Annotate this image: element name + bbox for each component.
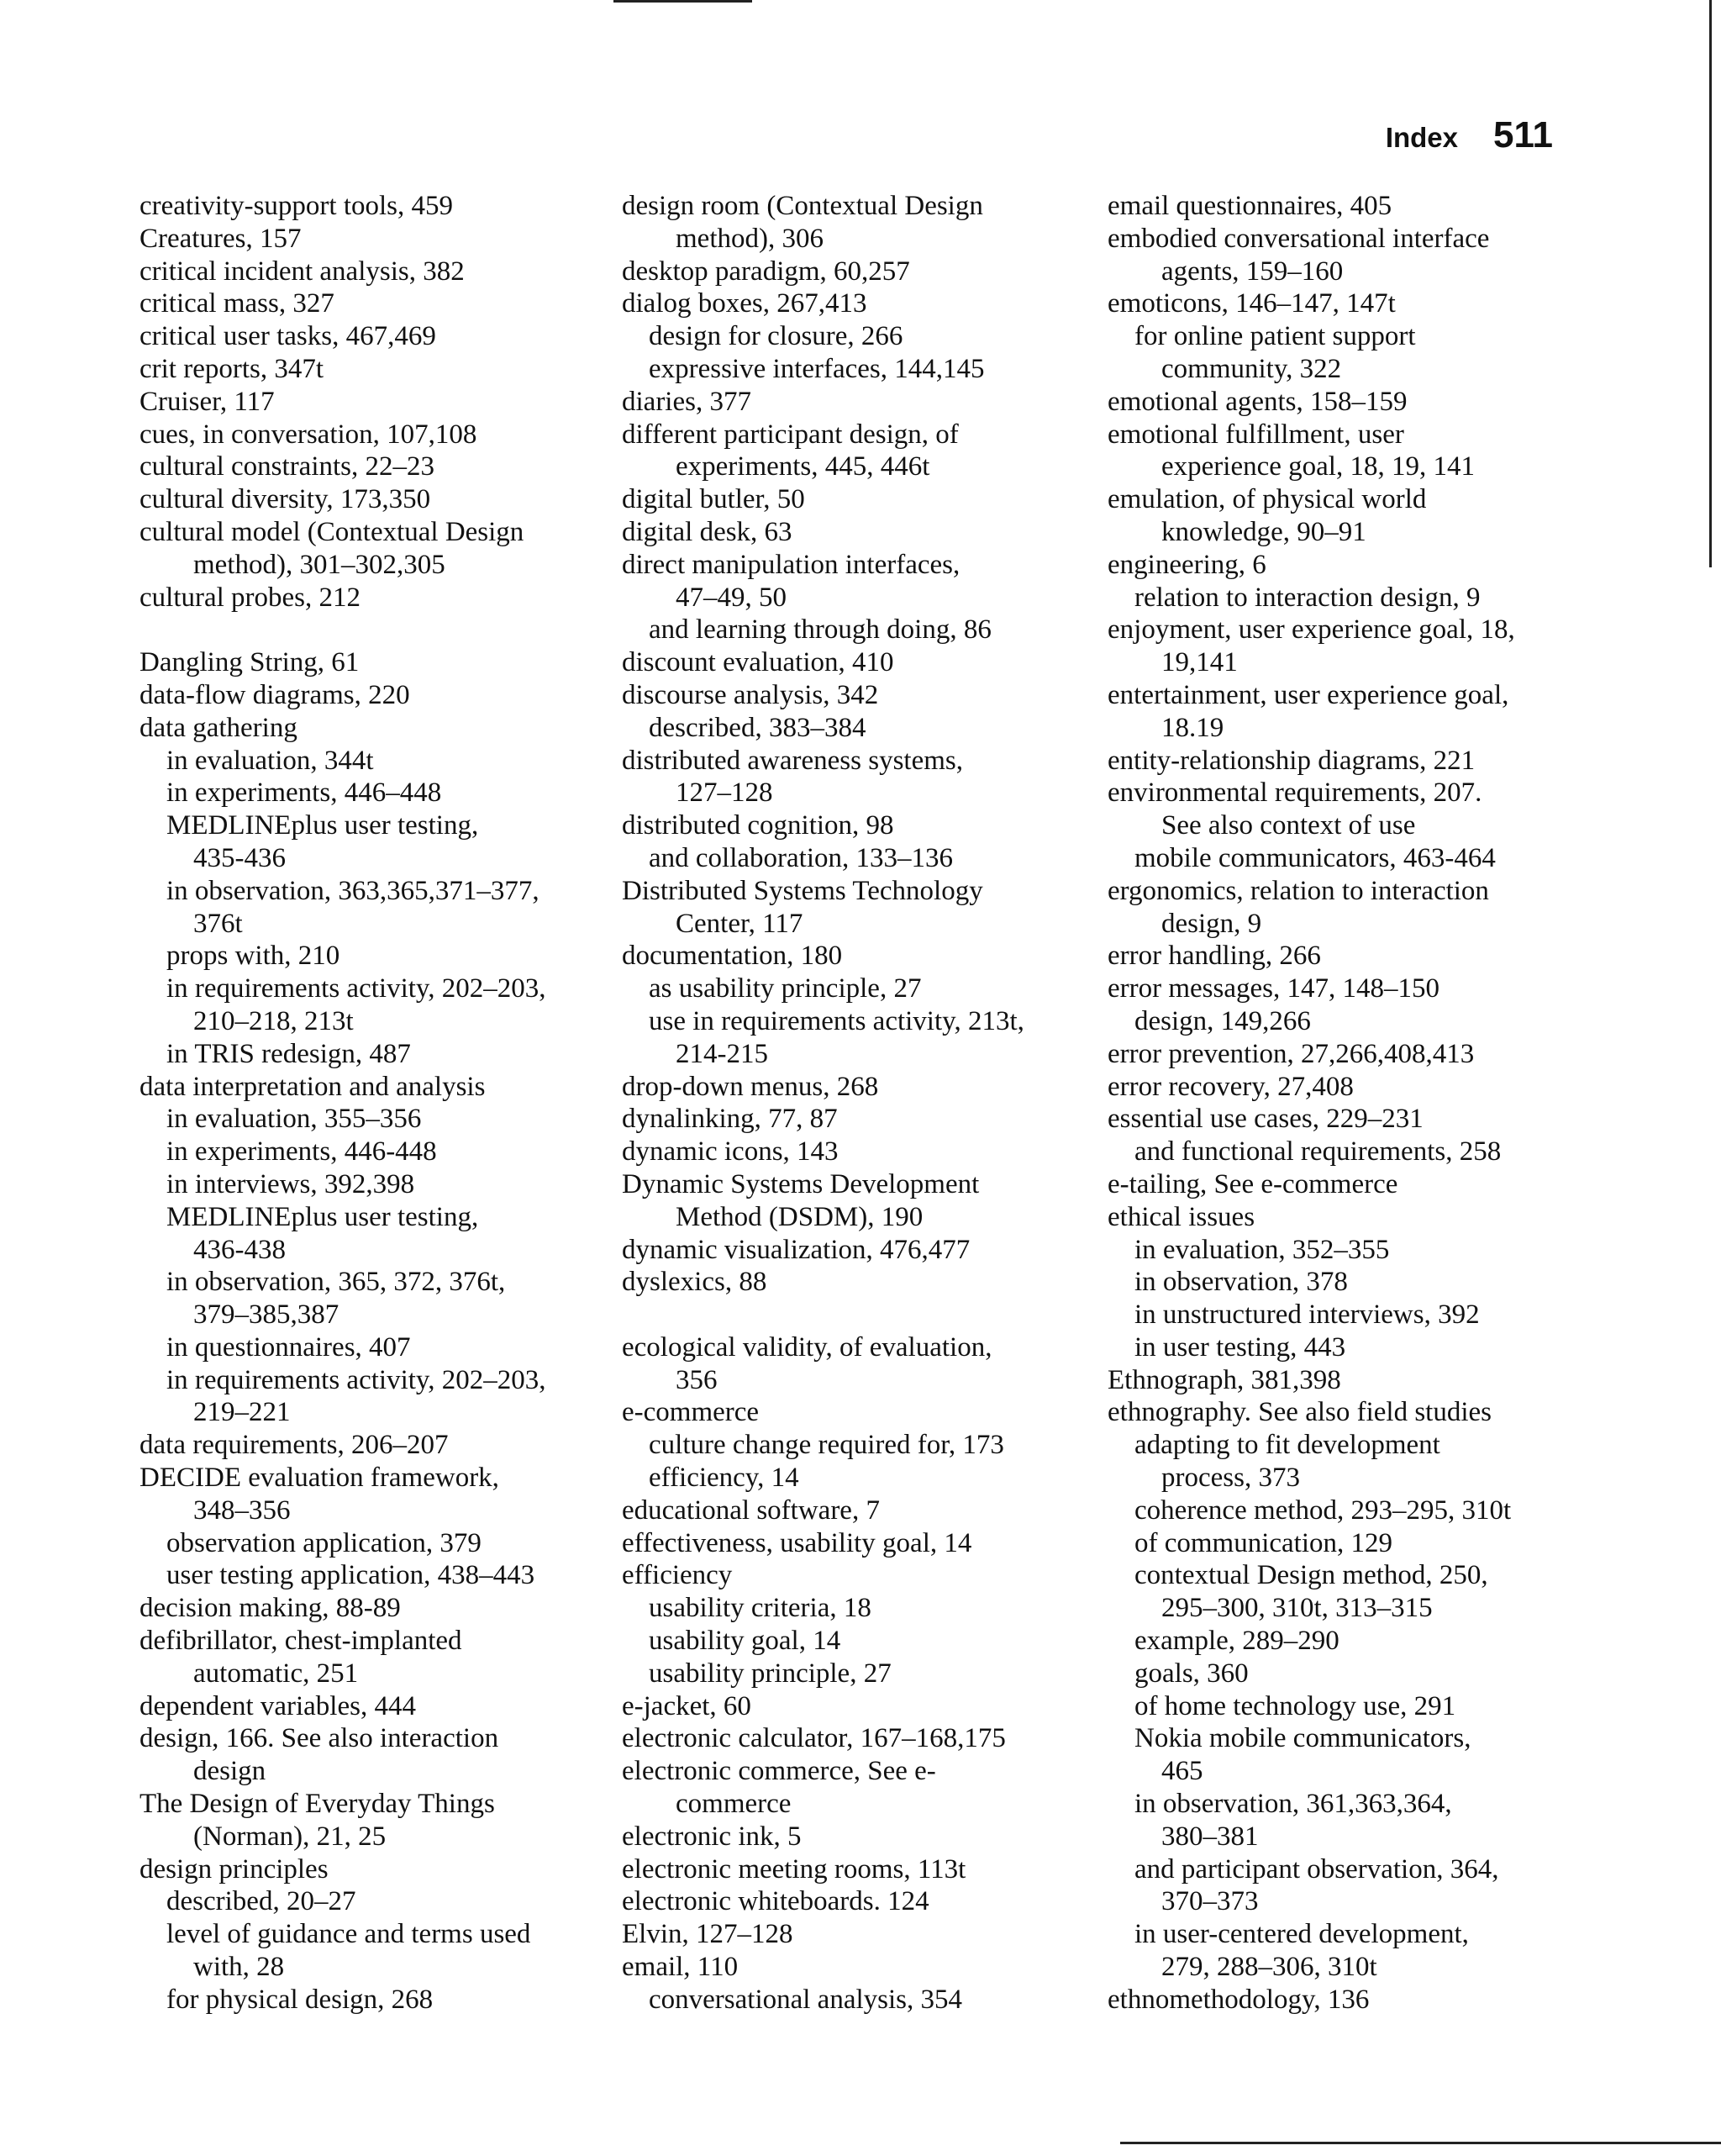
index-subentry: See also context of use xyxy=(1161,810,1416,841)
index-entry: electronic whiteboards. 124 xyxy=(622,1886,929,1917)
index-entry: educational software, 7 xyxy=(622,1494,880,1526)
index-entry: e-tailing, See e-commerce xyxy=(1108,1168,1398,1199)
index-subentry: efficiency, 14 xyxy=(649,1463,799,1494)
index-entry: emoticons, 146–147, 147t xyxy=(1108,288,1396,319)
index-subentry: in requirements activity, 202–203, xyxy=(166,1364,546,1395)
index-entry: diaries, 377 xyxy=(622,386,751,417)
index-entry: DECIDE evaluation framework, xyxy=(139,1463,499,1494)
index-subentry: level of guidance and terms used xyxy=(166,1919,531,1950)
bottom-rule xyxy=(1120,2142,1721,2144)
index-entry: dynamic visualization, 476,477 xyxy=(622,1234,971,1265)
index-entry: Dangling String, 61 xyxy=(139,647,360,678)
index-subentry: and participant observation, 364, xyxy=(1134,1853,1499,1885)
index-subentry: in evaluation, 355–356 xyxy=(166,1104,422,1135)
index-subentry: design, 9 xyxy=(1161,908,1262,939)
index-entry: ethnography. See also field studies xyxy=(1108,1397,1492,1428)
index-entry: email, 110 xyxy=(622,1952,739,1983)
index-subentry: and functional requirements, 258 xyxy=(1134,1136,1502,1168)
index-subentry: for physical design, 268 xyxy=(166,1984,434,2015)
index-subentry: in user testing, 443 xyxy=(1134,1331,1346,1363)
index-entry: data interpretation and analysis xyxy=(139,1071,486,1102)
index-subentry: design, 149,266 xyxy=(1134,1005,1311,1036)
index-entry: e-commerce xyxy=(622,1397,760,1428)
index-subentry: commerce xyxy=(676,1789,792,1820)
index-subentry: usability principle, 27 xyxy=(649,1658,892,1689)
index-entry: ethnomethodology, 136 xyxy=(1108,1984,1370,2015)
index-subentry: 47–49, 50 xyxy=(676,582,787,613)
index-subentry: 435-436 xyxy=(193,842,286,873)
right-margin-rule xyxy=(1709,0,1712,567)
index-subentry: in user-centered development, xyxy=(1134,1919,1469,1950)
index-entry: creativity-support tools, 459 xyxy=(139,191,454,221)
index-subentry: contextual Design method, 250, xyxy=(1134,1560,1488,1591)
index-subentry: experiments, 445, 446t xyxy=(676,451,930,482)
index-subentry: mobile communicators, 463-464 xyxy=(1134,842,1496,873)
index-subentry: example, 289–290 xyxy=(1134,1626,1339,1657)
index-subentry: in unstructured interviews, 392 xyxy=(1134,1299,1480,1331)
index-subentry: in evaluation, 344t xyxy=(166,745,374,776)
index-subentry: method), 301–302,305 xyxy=(193,549,445,580)
index-entry: enjoyment, user experience goal, 18, xyxy=(1108,614,1515,646)
index-subentry: props with, 210 xyxy=(166,941,340,972)
index-entry: electronic meeting rooms, 113t xyxy=(622,1853,966,1885)
index-subentry: of communication, 129 xyxy=(1134,1527,1393,1558)
index-entry: cues, in conversation, 107,108 xyxy=(139,419,477,450)
index-entry: error recovery, 27,408 xyxy=(1108,1071,1354,1102)
index-entry: distributed cognition, 98 xyxy=(622,810,894,841)
index-subentry: design for closure, 266 xyxy=(649,321,903,352)
index-entry: decision making, 88-89 xyxy=(139,1593,401,1624)
index-subentry: experience goal, 18, 19, 141 xyxy=(1161,451,1475,482)
index-entry: efficiency xyxy=(622,1560,733,1591)
index-subentry: 279, 288–306, 310t xyxy=(1161,1952,1377,1983)
index-entry: e-jacket, 60 xyxy=(622,1690,751,1721)
index-entry: Creatures, 157 xyxy=(139,223,302,254)
index-entry: Dynamic Systems Development xyxy=(622,1168,980,1199)
index-subentry: 19,141 xyxy=(1161,647,1238,678)
index-subentry: Center, 117 xyxy=(676,908,803,939)
index-subentry: MEDLINEplus user testing, xyxy=(166,810,479,841)
index-subentry: MEDLINEplus user testing, xyxy=(166,1201,479,1232)
index-entry: design room (Contextual Design xyxy=(622,191,983,221)
index-subentry: in observation, 361,363,364, xyxy=(1134,1789,1452,1820)
index-entry: dialog boxes, 267,413 xyxy=(622,288,867,319)
index-subentry: 356 xyxy=(676,1364,718,1395)
index-entry: Distributed Systems Technology xyxy=(622,875,983,906)
index-subentry: 376t xyxy=(193,908,243,939)
index-column-1 xyxy=(139,190,618,2016)
index-entry: electronic commerce, See e- xyxy=(622,1756,936,1787)
index-subentry: relation to interaction design, 9 xyxy=(1134,582,1481,613)
index-subentry: in experiments, 446-448 xyxy=(166,1136,437,1168)
index-entry: environmental requirements, 207. xyxy=(1108,778,1482,809)
index-entry: ergonomics, relation to interaction xyxy=(1108,875,1489,906)
index-entry: design principles xyxy=(139,1853,329,1885)
index-entry: emotional fulfillment, user xyxy=(1108,419,1404,450)
index-entry: ecological validity, of evaluation, xyxy=(622,1331,992,1363)
index-subentry: with, 28 xyxy=(193,1952,285,1983)
index-entry: data requirements, 206–207 xyxy=(139,1430,449,1461)
index-entry: dynamic icons, 143 xyxy=(622,1136,839,1168)
index-entry: The Design of Everyday Things xyxy=(139,1789,495,1820)
index-subentry: conversational analysis, 354 xyxy=(649,1984,962,2015)
index-entry: different participant design, of xyxy=(622,419,959,450)
index-entry: digital desk, 63 xyxy=(622,516,792,547)
header-label: Index xyxy=(1385,122,1459,153)
index-subentry: coherence method, 293–295, 310t xyxy=(1134,1494,1512,1526)
index-subentry: 214-215 xyxy=(676,1038,768,1069)
index-entry: cultural diversity, 173,350 xyxy=(139,484,431,515)
top-rule xyxy=(613,0,752,3)
index-entry: data gathering xyxy=(139,712,297,743)
index-subentry: of home technology use, 291 xyxy=(1134,1690,1456,1721)
index-subentry: and collaboration, 133–136 xyxy=(649,842,954,873)
index-subentry: in questionnaires, 407 xyxy=(166,1331,411,1363)
index-entry: error handling, 266 xyxy=(1108,941,1321,972)
index-subentry: 295–300, 310t, 313–315 xyxy=(1161,1593,1433,1624)
index-subentry: in observation, 363,365,371–377, xyxy=(166,875,539,906)
index-subentry: in observation, 378 xyxy=(1134,1267,1348,1298)
index-subentry: Method (DSDM), 190 xyxy=(676,1201,924,1232)
index-entry: Ethnograph, 381,398 xyxy=(1108,1364,1341,1395)
index-subentry: community, 322 xyxy=(1161,353,1342,384)
index-entry: discount evaluation, 410 xyxy=(622,647,894,678)
index-entry: design, 166. See also interaction xyxy=(139,1723,499,1754)
index-subentry: process, 373 xyxy=(1161,1463,1300,1494)
index-entry: electronic ink, 5 xyxy=(622,1821,802,1852)
index-subentry: in TRIS redesign, 487 xyxy=(166,1038,411,1069)
index-subentry: user testing application, 438–443 xyxy=(166,1560,535,1591)
index-entry: distributed awareness systems, xyxy=(622,745,964,776)
index-entry: direct manipulation interfaces, xyxy=(622,549,960,580)
index-entry: emulation, of physical world xyxy=(1108,484,1427,515)
index-subentry: 465 xyxy=(1161,1756,1203,1787)
index-entry: documentation, 180 xyxy=(622,941,843,972)
index-entry: error messages, 147, 148–150 xyxy=(1108,973,1440,1004)
index-subentry: in requirements activity, 202–203, xyxy=(166,973,546,1004)
index-entry: entertainment, user experience goal, xyxy=(1108,679,1509,710)
index-entry: engineering, 6 xyxy=(1108,549,1266,580)
index-subentry: 379–385,387 xyxy=(193,1299,339,1331)
index-entry: Elvin, 127–128 xyxy=(622,1919,793,1950)
index-entry: essential use cases, 229–231 xyxy=(1108,1104,1424,1135)
index-entry: electronic calculator, 167–168,175 xyxy=(622,1723,1006,1754)
index-subentry: 370–373 xyxy=(1161,1886,1259,1917)
index-subentry: described, 20–27 xyxy=(166,1886,356,1917)
index-entry: desktop paradigm, 60,257 xyxy=(622,256,910,287)
index-entry: data-flow diagrams, 220 xyxy=(139,679,410,710)
index-subentry: 436-438 xyxy=(193,1234,286,1265)
index-entry: ethical issues xyxy=(1108,1201,1255,1232)
index-subentry: culture change required for, 173 xyxy=(649,1430,1004,1461)
index-subentry: Nokia mobile communicators, xyxy=(1134,1723,1471,1754)
index-entry: entity-relationship diagrams, 221 xyxy=(1108,745,1476,776)
index-entry: crit reports, 347t xyxy=(139,353,324,384)
index-subentry: 127–128 xyxy=(676,778,773,809)
index-subentry: expressive interfaces, 144,145 xyxy=(649,353,985,384)
index-subentry: in observation, 365, 372, 376t, xyxy=(166,1267,506,1298)
index-entry: critical mass, 327 xyxy=(139,288,334,319)
index-subentry: usability criteria, 18 xyxy=(649,1593,871,1624)
index-entry: defibrillator, chest-implanted xyxy=(139,1626,462,1657)
index-subentry: in experiments, 446–448 xyxy=(166,778,442,809)
index-subentry: method), 306 xyxy=(676,223,824,254)
entry-gap xyxy=(139,614,618,646)
index-entry: dynalinking, 77, 87 xyxy=(622,1104,838,1135)
index-entry: critical incident analysis, 382 xyxy=(139,256,465,287)
index-entry: discourse analysis, 342 xyxy=(622,679,879,710)
index-entry: dependent variables, 444 xyxy=(139,1690,416,1721)
index-entry: dyslexics, 88 xyxy=(622,1267,767,1298)
index-entry: digital butler, 50 xyxy=(622,484,805,515)
index-subentry: in evaluation, 352–355 xyxy=(1134,1234,1390,1265)
index-column-2 xyxy=(622,190,1101,2016)
index-subentry: 210–218, 213t xyxy=(193,1005,354,1036)
index-subentry: adapting to fit development xyxy=(1134,1430,1440,1461)
index-subentry: knowledge, 90–91 xyxy=(1161,516,1366,547)
index-subentry: agents, 159–160 xyxy=(1161,256,1344,287)
index-subentry: 18.19 xyxy=(1161,712,1224,743)
index-entry: emotional agents, 158–159 xyxy=(1108,386,1408,417)
running-header xyxy=(1386,114,1553,156)
page-number: 511 xyxy=(1493,114,1553,156)
index-entry: error prevention, 27,266,408,413 xyxy=(1108,1038,1475,1069)
index-subentry: 380–381 xyxy=(1161,1821,1259,1852)
index-subentry: 348–356 xyxy=(193,1494,291,1526)
index-entry: critical user tasks, 467,469 xyxy=(139,321,436,352)
index-subentry: observation application, 379 xyxy=(166,1527,482,1558)
index-entry: email questionnaires, 405 xyxy=(1108,191,1392,221)
index-subentry: described, 383–384 xyxy=(649,712,866,743)
index-subentry: 219–221 xyxy=(193,1397,291,1428)
index-subentry: goals, 360 xyxy=(1134,1658,1249,1689)
index-subentry: (Norman), 21, 25 xyxy=(193,1821,387,1852)
index-entry: cultural constraints, 22–23 xyxy=(139,451,435,482)
index-subentry: in interviews, 392,398 xyxy=(166,1168,415,1199)
index-subentry: as usability principle, 27 xyxy=(649,973,922,1004)
index-subentry: automatic, 251 xyxy=(193,1658,359,1689)
index-subentry: for online patient support xyxy=(1134,321,1416,352)
index-entry: cultural probes, 212 xyxy=(139,582,361,613)
index-entry: cultural model (Contextual Design xyxy=(139,516,524,547)
index-column-3 xyxy=(1108,190,1578,2016)
entry-gap xyxy=(622,1299,1101,1331)
index-subentry: usability goal, 14 xyxy=(649,1626,841,1657)
index-subentry: and learning through doing, 86 xyxy=(649,614,992,646)
index-entry: effectiveness, usability goal, 14 xyxy=(622,1527,972,1558)
index-entry: embodied conversational interface xyxy=(1108,223,1490,254)
index-subentry: use in requirements activity, 213t, xyxy=(649,1005,1024,1036)
index-subentry: design xyxy=(193,1756,266,1787)
index-entry: Cruiser, 117 xyxy=(139,386,275,417)
index-entry: drop-down menus, 268 xyxy=(622,1071,879,1102)
